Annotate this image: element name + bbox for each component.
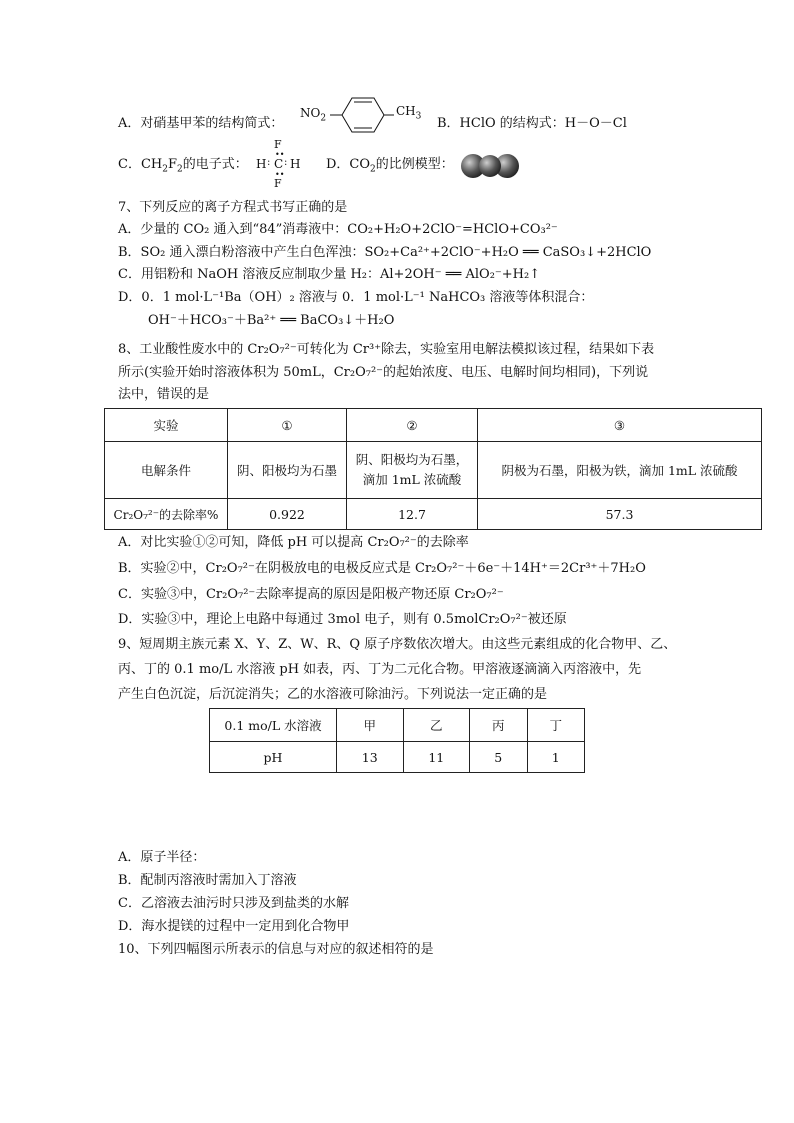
q9-option-a: A．原子半径： (118, 850, 206, 865)
q8-experiment-table (104, 408, 762, 530)
q8-stem-line1: 8、工业酸性废水中的 Cr₂O₇²⁻可转化为 Cr³⁺除去，实验室用电解法模拟该过程，结果如下表 (118, 342, 655, 357)
q8-stem-line2: 所示(实验开始时溶液体积为 50mL，Cr₂O₇²⁻的起始浓度、电压、电解时间均相同)，下列说 (118, 365, 649, 380)
q7-option-d-line1: D．0．1 mol·L⁻¹Ba（OH）₂ 溶液与 0．1 mol·L⁻¹ NaHCO₃ 溶液等体积混合： (118, 290, 594, 305)
q7-stem: 7、下列反应的离子方程式书写正确的是 (118, 200, 348, 215)
q6-option-b: B．HClO 的结构式：H－O－Cl (437, 116, 627, 131)
ch3-label: $CH_3$ (396, 104, 422, 122)
table-row: 电解条件 阴、阳极均为石墨 阴、阳极均为石墨， 滴加 1mL 浓硫酸 阴极为石墨，阳极为铁，滴加 1mL 浓硫酸 (105, 442, 762, 499)
q6-option-c: C．$CH_2F_2$的电子式： (118, 157, 248, 175)
q9-stem-line2: 丙、丁的 0.1 mo/L 水溶液 pH 如表，丙、丁为二元化合物。甲溶液逐滴滴入丙溶液中，先 (118, 662, 642, 677)
q9-option-b: B．配制丙溶液时需加入丁溶液 (118, 873, 297, 888)
q9-stem-line1: 9、短周期主族元素 X、Y、Z、W、R、Q 原子序数依次增大。由这些元素组成的化合物甲、乙、 (118, 637, 677, 652)
q7-option-b: B．SO₂ 通入漂白粉溶液中产生白色浑浊：SO₂+Ca²⁺+2ClO⁻+H₂O ══ CaSO₃↓+2HClO (118, 245, 652, 260)
q9-ph-table (209, 708, 585, 773)
q7-option-c: C．用铝粉和 NaOH 溶液反应制取少量 H₂：Al+2OH⁻ ══ AlO₂⁻+H₂↑ (118, 267, 541, 282)
table-row: pH 13 11 5 1 (210, 742, 585, 773)
q10-stem: 10、下列四幅图示所表示的信息与对应的叙述相符的是 (118, 942, 434, 957)
q8-option-c: C．实验③中，Cr₂O₇²⁻去除率提高的原因是阳极产物还原 Cr₂O₇²⁻ (118, 587, 504, 602)
q9-option-c: C．乙溶液去油污时只涉及到盐类的水解 (118, 896, 349, 911)
q6-option-d: D．$CO_2$的比例模型： (326, 157, 454, 175)
q8-option-a: A．对比实验①②可知，降低 pH 可以提高 Cr₂O₇²⁻的去除率 (118, 535, 469, 550)
q9-option-d: D．海水提镁的过程中一定用到化合物甲 (118, 919, 350, 934)
table-row: Cr₂O₇²⁻的去除率% 0.922 12.7 57.3 (105, 499, 762, 530)
ch2f2-lewis-structure: F •• H : C : H •• F (256, 138, 301, 190)
nitrotoluene-structure (296, 94, 430, 136)
q9-stem-line3: 产生白色沉淀，后沉淀消失；乙的水溶液可除油污。下列说法一定正确的是 (118, 687, 548, 702)
table-row: 0.1 mo/L 水溶液 甲 乙 丙 丁 (210, 709, 585, 742)
q8-option-b: B．实验②中，Cr₂O₇²⁻在阴极放电的电极反应式是 Cr₂O₇²⁻＋6e⁻＋14H⁺＝2Cr³⁺＋7H₂O (118, 561, 646, 576)
q7-option-a: A．少量的 CO₂ 通入到“84”消毒液中：CO₂+H₂O+2ClO⁻=HClO+CO₃²⁻ (118, 222, 558, 237)
q8-stem-line3: 法中，错误的是 (118, 387, 210, 402)
no2-label: $NO_2$ (300, 106, 327, 124)
table-row: 实验 ① ② ③ (105, 409, 762, 442)
co2-space-filling-model-icon (459, 152, 521, 180)
q6-option-a: A．对硝基甲苯的结构简式： (118, 116, 284, 131)
q7-option-d-line2: OH⁻＋HCO₃⁻＋Ba²⁺ ══ BaCO₃↓＋H₂O (148, 313, 395, 328)
q8-option-d: D．实验③中，理论上电路中每通过 3mol 电子，则有 0.5molCr₂O₇²⁻被还原 (118, 612, 567, 627)
